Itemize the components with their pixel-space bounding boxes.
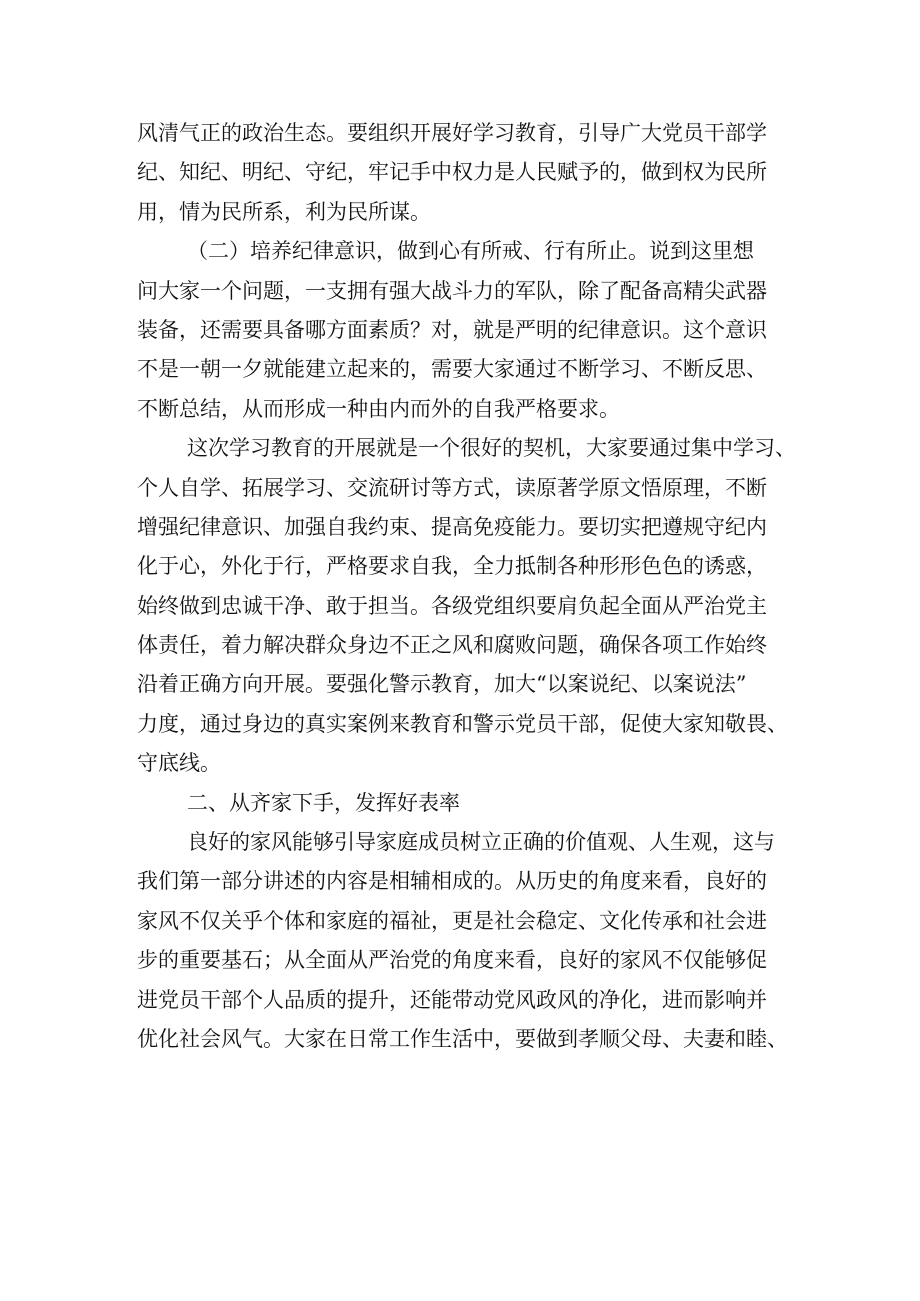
text-line: 化于心，外化于行，严格要求自我，全力抵制各种形形色色的诱惑， bbox=[137, 554, 767, 579]
text-line: 守底线。 bbox=[137, 751, 221, 776]
paragraph-start-line: 良好的家风能够引导家庭成员树立正确的价值观、人生观，这与 bbox=[187, 830, 775, 855]
text-line: 不是一朝一夕就能建立起来的，需要大家通过不断学习、不断反思、 bbox=[137, 357, 767, 382]
text-line: 装备，还需要具备哪方面素质？对，就是严明的纪律意识。这个意识 bbox=[137, 317, 767, 342]
text-line: 问大家一个问题，一支拥有强大战斗力的军队，除了配备高精尖武器 bbox=[137, 278, 767, 303]
paragraph-start-line: 这次学习教育的开展就是一个很好的契机，大家要通过集中学习、 bbox=[187, 436, 796, 461]
text-line: 家风不仅关乎个体和家庭的福祉，更是社会稳定、文化传承和社会进 bbox=[137, 908, 767, 933]
subsection-heading-line: （二）培养纪律意识，做到心有所戒、行有所止。说到这里想 bbox=[187, 239, 754, 264]
text-line: 个人自学、拓展学习、交流研讨等方式，读原著学原文悟原理，不断 bbox=[137, 475, 767, 500]
text-line: 沿着正确方向开展。要强化警示教育，加大“以案说纪、以案说法” bbox=[137, 672, 747, 697]
section-heading-line: 二、从齐家下手，发挥好表率 bbox=[187, 790, 460, 815]
text-line: 始终做到忠诚干净、敢于担当。各级党组织要肩负起全面从严治党主 bbox=[137, 593, 767, 618]
text-line: 不断总结，从而形成一种由内而外的自我严格要求。 bbox=[137, 396, 620, 421]
text-line: 进党员干部个人品质的提升，还能带动党风政风的净化，进而影响并 bbox=[137, 987, 767, 1012]
text-line: 力度，通过身边的真实案例来教育和警示党员干部，促使大家知敬畏、 bbox=[137, 711, 788, 736]
text-line: 优化社会风气。大家在日常工作生活中，要做到孝顺父母、夫妻和睦、 bbox=[137, 1026, 788, 1051]
text-line: 步的重要基石；从全面从严治党的角度来看，良好的家风不仅能够促 bbox=[137, 948, 767, 973]
text-line: 体责任，着力解决群众身边不正之风和腐败问题，确保各项工作始终 bbox=[137, 633, 767, 658]
document-body bbox=[137, 114, 797, 1059]
text-line: 我们第一部分讲述的内容是相辅相成的。从历史的角度来看，良好的 bbox=[137, 869, 767, 894]
text-line: 风清气正的政治生态。要组织开展好学习教育，引导广大党员干部学 bbox=[137, 121, 767, 145]
text-line: 用，情为民所系，利为民所谋。 bbox=[137, 199, 431, 224]
text-line: 增强纪律意识、加强自我约束、提高免疫能力。要切实把遵规守纪内 bbox=[137, 514, 767, 539]
text-line: 纪、知纪、明纪、守纪，牢记手中权力是人民赋予的，做到权为民所 bbox=[137, 160, 767, 185]
